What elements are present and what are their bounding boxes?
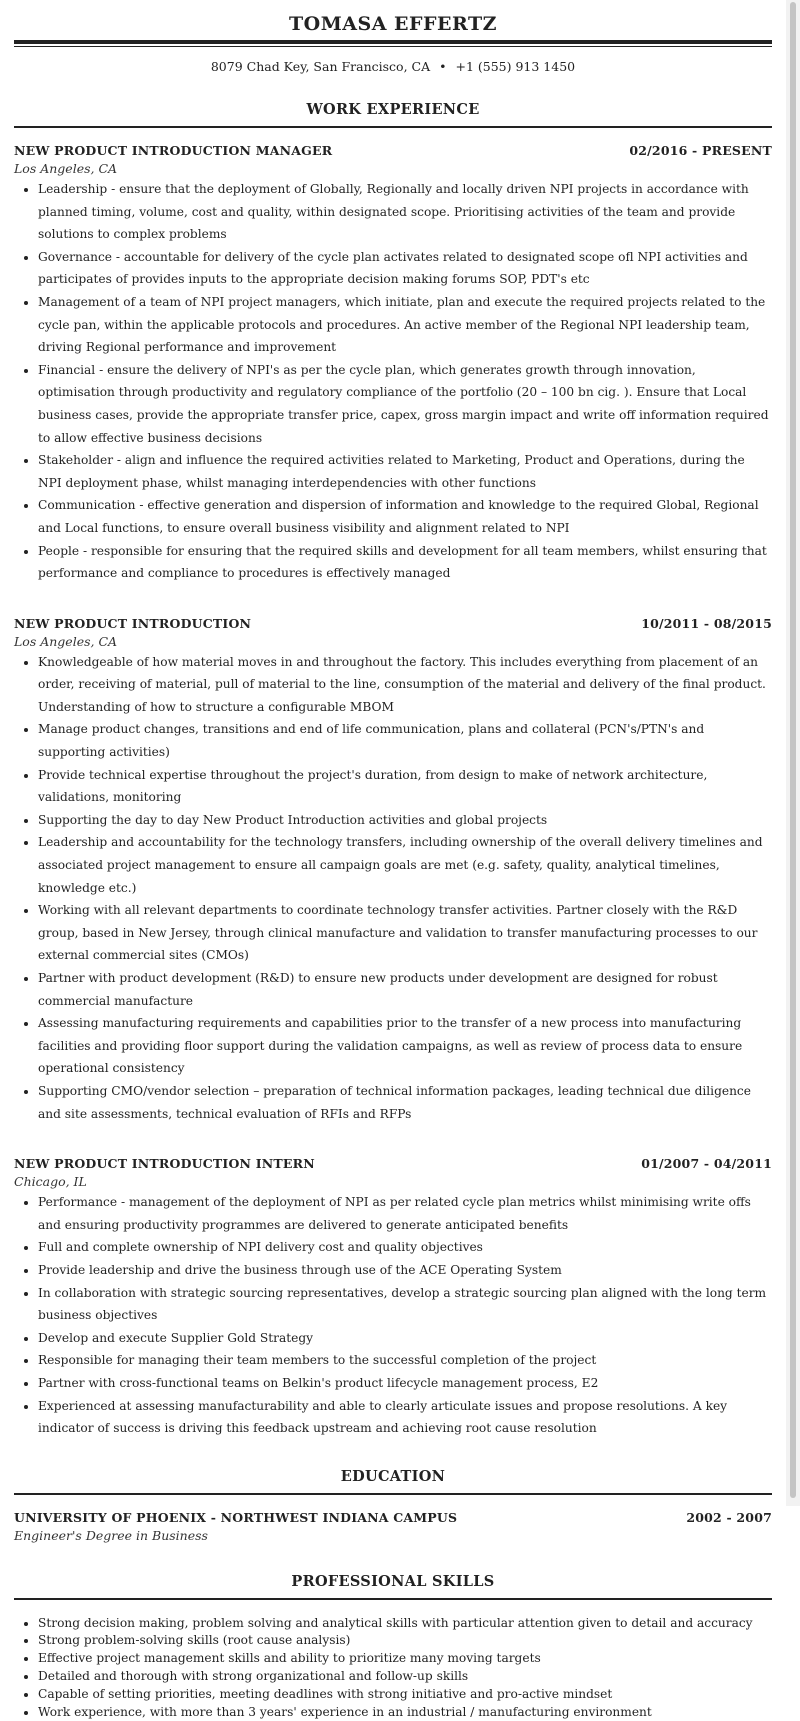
list-item: • Working with all relevant departments to coordinate technology transfer activities. Partner closely with the R&D group, based in New Jersey, through clinical manufacture and validation to transfer manufacturing processes to our external commercial sites (CMOs) xyxy=(38,899,772,967)
scrollbar-thumb[interactable] xyxy=(790,2,796,1498)
job-header xyxy=(14,615,772,633)
school-name: UNIVERSITY OF PHOENIX - NORTHWEST INDIANA CAMPUS xyxy=(14,1509,458,1525)
list-item: • Provide leadership and drive the business through use of the ACE Operating System xyxy=(38,1259,772,1282)
list-item: • Leadership and accountability for the technology transfers, including ownership of the overall delivery timelines and associated project management to ensure all campaign goals are met (e.g. safety, quality, analytical timelines, knowledge etc.) xyxy=(38,831,772,899)
skills-heading: PROFESSIONAL SKILLS xyxy=(291,1572,495,1590)
list-item: • People - responsible for ensuring that the required skills and development for all team members, whilst ensuring that performance and compliance to procedures is effectively managed xyxy=(38,540,772,585)
contact-separator: • xyxy=(439,59,447,74)
job-location: Chicago, IL xyxy=(14,1174,87,1190)
education-header xyxy=(14,1509,772,1527)
list-item: • Leadership - ensure that the deployment of Globally, Regionally and locally driven NPI projects in accordance with planned timing, volume, cost and quality, within designated scope. Prioritising activities of the team and provide solutions to complex problems xyxy=(38,178,772,246)
candidate-name: TOMASA EFFERTZ xyxy=(289,13,497,35)
list-item: • Knowledgeable of how material moves in and throughout the factory. This includes everything from placement of an order, receiving of material, pull of material to the line, consumption of the material and delivery of the final product. Understanding of how to structure a configurable MBOM xyxy=(38,651,772,719)
contact-line xyxy=(0,57,786,77)
job-header xyxy=(14,1155,772,1173)
job-dates: 10/2011 - 08/2015 xyxy=(641,615,772,631)
list-item: • Supporting the day to day New Product Introduction activities and global projects xyxy=(38,809,772,832)
job-title: NEW PRODUCT INTRODUCTION MANAGER xyxy=(14,143,333,158)
education-dates: 2002 - 2007 xyxy=(686,1509,772,1525)
list-item: • Develop and execute Supplier Gold Strategy xyxy=(38,1327,772,1350)
list-item: • Strong decision making, problem solving and analytical skills with particular attention given to detail and accuracy xyxy=(38,1615,786,1633)
work-experience-divider xyxy=(14,126,772,128)
list-item: • Governance - accountable for delivery of the cycle plan activates related to designated scope ofl NPI activities and participates of provides inputs to the appropriate decision making forums SOP, PDT's etc xyxy=(38,246,772,291)
job-title: NEW PRODUCT INTRODUCTION INTERN xyxy=(14,1156,315,1172)
list-item: • Work experience, with more than 3 years' experience in an industrial / manufacturing environment xyxy=(38,1704,786,1721)
job-entry xyxy=(14,1155,772,1440)
job-bullet-list xyxy=(14,1191,772,1440)
job-entry xyxy=(14,615,772,1125)
education-entry xyxy=(14,1509,772,1545)
list-item: • Communication - effective generation and dispersion of information and knowledge to the required Global, Regional and Local functions, to ensure overall business visibility and alignment related to NPI xyxy=(38,494,772,539)
list-item: • In collaboration with strategic sourcing representatives, develop a strategic sourcing plan aligned with the long term business objectives xyxy=(38,1282,772,1327)
skills-divider xyxy=(14,1598,772,1600)
list-item: • Partner with cross-functional teams on Belkin's product lifecycle management process, E2 xyxy=(38,1372,772,1395)
job-bullet-list xyxy=(14,178,772,585)
list-item: • Responsible for managing their team members to the successful completion of the project xyxy=(38,1349,772,1372)
education-heading: EDUCATION xyxy=(340,1467,446,1485)
degree: Engineer's Degree in Business xyxy=(14,1527,208,1543)
education-divider xyxy=(14,1493,772,1495)
job-location: Los Angeles, CA xyxy=(14,633,118,649)
list-item: • Capable of setting priorities, meeting deadlines with strong initiative and pro-active mindset xyxy=(38,1686,786,1704)
list-item: • Assessing manufacturing requirements and capabilities prior to the transfer of a new process into manufacturing facilities and providing floor support during the validation campaigns, as well as review of process data to ensure operational consistency xyxy=(38,1012,772,1080)
job-dates: 02/2016 - PRESENT xyxy=(629,143,772,158)
contact-phone: +1 (555) 913 1450 xyxy=(455,59,576,74)
list-item: • Management of a team of NPI project managers, which initiate, plan and execute the required projects related to the cycle pan, within the applicable protocols and procedures. An active member of the Regional NPI leadership team, driving Regional performance and improvement xyxy=(38,291,772,359)
list-item: • Provide technical expertise throughout the project's duration, from design to make of network architecture, validations, monitoring xyxy=(38,764,772,809)
skills-list xyxy=(0,1615,786,1721)
list-item: • Effective project management skills and ability to prioritize many moving targets xyxy=(38,1650,786,1668)
list-item: • Full and complete ownership of NPI delivery cost and quality objectives xyxy=(38,1236,772,1259)
list-item: • Experienced at assessing manufacturability and able to clearly articulate issues and propose resolutions. A key indicator of success is driving this feedback upstream and achieving root cause resolution xyxy=(38,1395,772,1440)
job-entry xyxy=(14,142,772,585)
vertical-scrollbar[interactable] xyxy=(786,0,800,1506)
job-dates: 01/2007 - 04/2011 xyxy=(641,1156,772,1172)
list-item: • Detailed and thorough with strong organizational and follow-up skills xyxy=(38,1668,786,1686)
list-item: • Supporting CMO/vendor selection – preparation of technical information packages, leading technical due diligence and site assessments, technical evaluation of RFIs and RFPs xyxy=(38,1080,772,1125)
header-divider xyxy=(14,40,772,47)
list-item: • Manage product changes, transitions and end of life communication, plans and collateral (PCN's/PTN's and supporting activities) xyxy=(38,718,772,763)
list-item: • Financial - ensure the delivery of NPI's as per the cycle plan, which generates growth through innovation, optimisation through productivity and regulatory compliance of the portfolio (20 – 100 bn cig. ). Ensure that Local business cases, provide the appropriate transfer price, capex, gross margin impact and write off information required to allow effective business decisions xyxy=(38,359,772,449)
list-item: • Performance - management of the deployment of NPI as per related cycle plan metrics whilst minimising write offs and ensuring productivity programmes are delivered to generate anticipated benefits xyxy=(38,1191,772,1236)
list-item: • Stakeholder - align and influence the required activities related to Marketing, Product and Operations, during the NPI deployment phase, whilst managing interdependencies with other functions xyxy=(38,449,772,494)
list-item: • Partner with product development (R&D) to ensure new products under development are designed for robust commercial manufacture xyxy=(38,967,772,1012)
contact-address: 8079 Chad Key, San Francisco, CA xyxy=(210,59,431,74)
job-location: Los Angeles, CA xyxy=(14,161,118,176)
list-item: • Strong problem-solving skills (root cause analysis) xyxy=(38,1632,786,1650)
job-title: NEW PRODUCT INTRODUCTION xyxy=(14,615,252,631)
work-experience-heading: WORK EXPERIENCE xyxy=(306,101,480,118)
job-bullet-list xyxy=(14,651,772,1125)
job-header xyxy=(14,142,772,160)
